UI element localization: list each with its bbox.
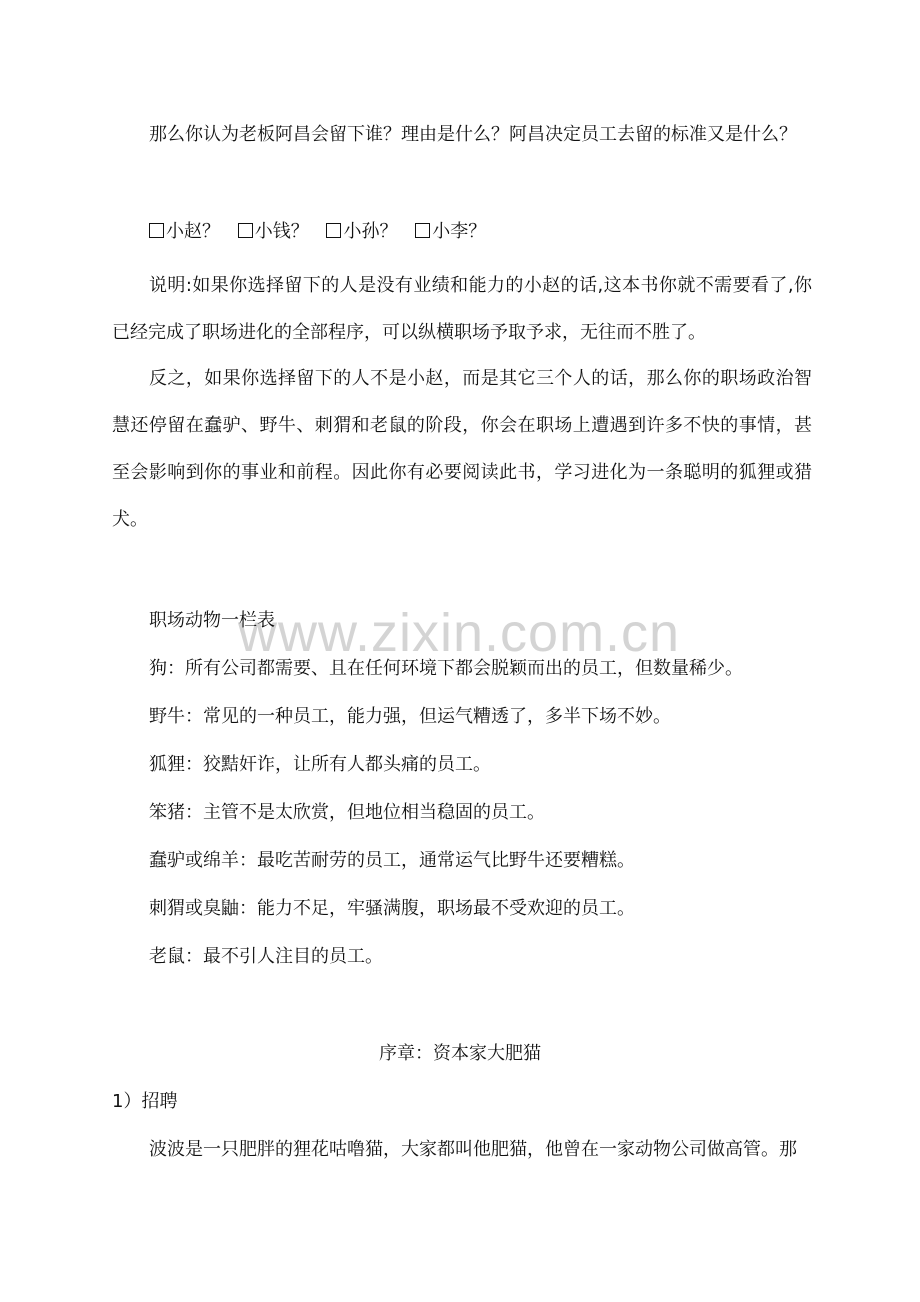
option-label: 小李？ xyxy=(432,221,487,242)
option-item[interactable] xyxy=(238,221,309,242)
list-item: 野牛：常见的一种员工，能力强，但运气糟透了，多半下场不妙。 xyxy=(149,706,671,727)
option-item[interactable] xyxy=(326,221,397,242)
list-item: 老鼠：最不引人注目的员工。 xyxy=(149,946,383,967)
otherwise-paragraph: 反之，如果你选择留下的人不是小赵，而是其它三个人的话，那么你的职场政治智慧还停留在蠢驴、野牛、刺猬和老鼠的阶段，你会在职场上遭遇到许多不快的事情，甚至会影响到你的事业和前程。因此你有必要阅读此书，学习进化为一条聪明的狐狸或猎犬。 xyxy=(112,368,812,530)
list-item: 狐狸：狡黠奸诈，让所有人都头痛的员工。 xyxy=(149,754,491,775)
watermark: www.zixin.com.cn xyxy=(238,603,681,663)
option-checkboxes xyxy=(149,217,498,243)
list-item: 刺猬或臭鼬：能力不足，牢骚满腹，职场最不受欢迎的员工。 xyxy=(149,898,635,919)
checkbox-icon[interactable] xyxy=(149,223,164,238)
section-heading: 1）招聘 xyxy=(112,1091,178,1112)
explanation-paragraph: 说明:如果你选择留下的人是没有业绩和能力的小赵的话,这本书你就不需要看了,你已经完成了职场进化的全部程序，可以纵横职场予取予求，无往而不胜了。 xyxy=(112,275,812,343)
checkbox-icon[interactable] xyxy=(326,223,341,238)
chapter-title: 序章：资本家大肥猫 xyxy=(379,1043,541,1064)
checkbox-icon[interactable] xyxy=(415,223,430,238)
list-item: 狗：所有公司都需要、且在任何环境下都会脱颖而出的员工，但数量稀少。 xyxy=(149,658,743,679)
option-item[interactable] xyxy=(415,221,486,242)
option-label: 小赵？ xyxy=(166,221,220,242)
checkbox-icon[interactable] xyxy=(238,223,253,238)
option-label: 小孙？ xyxy=(343,221,398,242)
option-item[interactable] xyxy=(149,221,220,242)
option-label: 小钱？ xyxy=(254,221,309,242)
animal-list-title: 职场动物一栏表 xyxy=(149,610,275,631)
list-item: 蠢驴或绵羊：最吃苦耐劳的员工，通常运气比野牛还要糟糕。 xyxy=(149,850,635,871)
question-paragraph: 那么你认为老板阿昌会留下谁？理由是什么？阿昌决定员工去留的标准又是什么？ xyxy=(149,124,797,145)
chapter-paragraph: 波波是一只肥胖的狸花咕噜猫，大家都叫他肥猫，他曾在一家动物公司做高管。那 xyxy=(149,1139,797,1160)
list-item: 笨猪：主管不是太欣赏，但地位相当稳固的员工。 xyxy=(149,802,545,823)
